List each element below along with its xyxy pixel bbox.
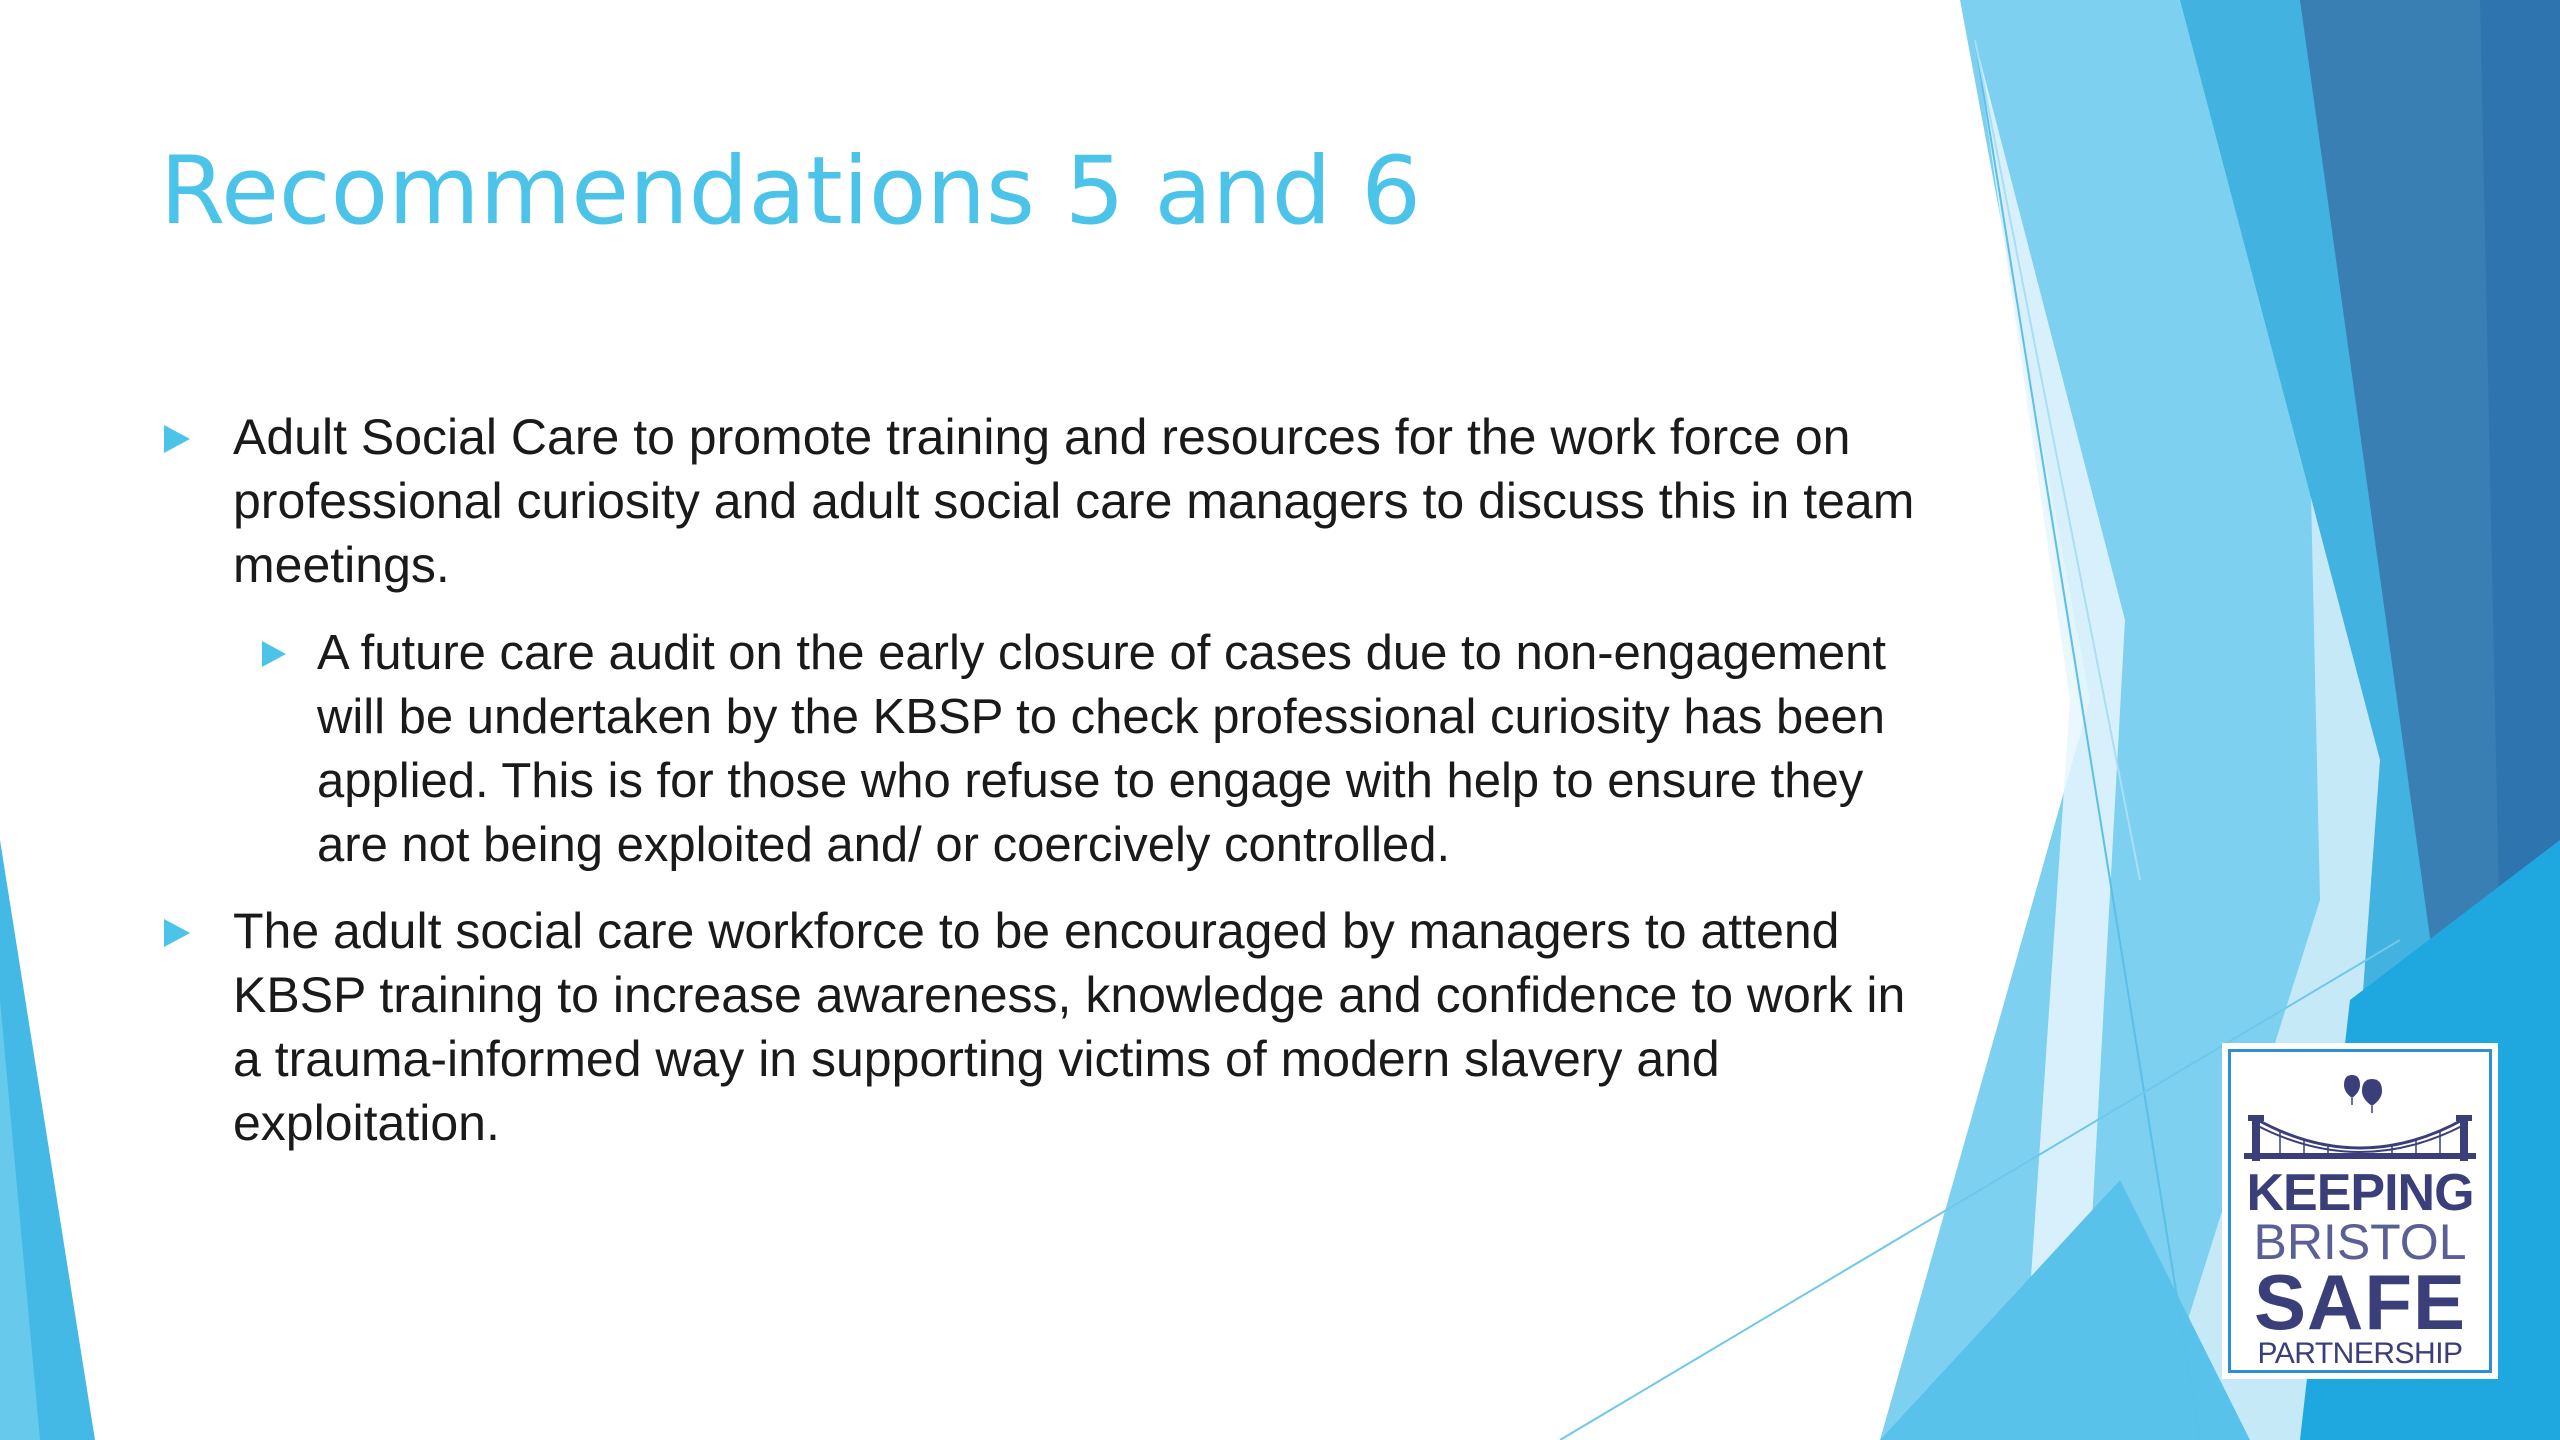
kbsp-logo [2222,1043,2498,1379]
logo-text-safe: SAFE [2253,1258,2467,1346]
logo-text-partnership: PARTNERSHIP [2257,1337,2463,1370]
bullet-text: A future care audit on the early closure of cases due to non-engagement will be undertaken by the KBSP to check professional curiosity has been applied. This is for those who refuse to engage with help to ensure they are not being exploited and/ or coercively controlled. [317,626,1887,872]
sub-bullet-item-1 [260,621,1930,877]
bullet-item-1 [160,405,1930,597]
bullet-text: The adult social care workforce to be encouraged by managers to attend KBSP training to increase awareness, knowledge and confidence to work in a trauma-informed way in supporting victims of modern slavery and exploitation. [233,903,1906,1151]
suspension-bridge-balloon-icon [2240,1067,2480,1167]
slide-title: Recommendations 5 and 6 [160,137,1422,246]
bullet-list [160,405,1930,1155]
triangle-bullet-icon [262,641,286,667]
bullet-text: Adult Social Care to promote training and resources for the work force on professional curiosity and adult social care managers to discuss this in team meetings. [233,409,1915,593]
bullet-item-2 [160,899,1930,1155]
triangle-bullet-icon [164,425,190,453]
logo-text-keeping: KEEPING [2246,1164,2474,1222]
logo-text-bristol: BRISTOL [2253,1214,2467,1270]
triangle-bullet-icon [164,919,190,947]
